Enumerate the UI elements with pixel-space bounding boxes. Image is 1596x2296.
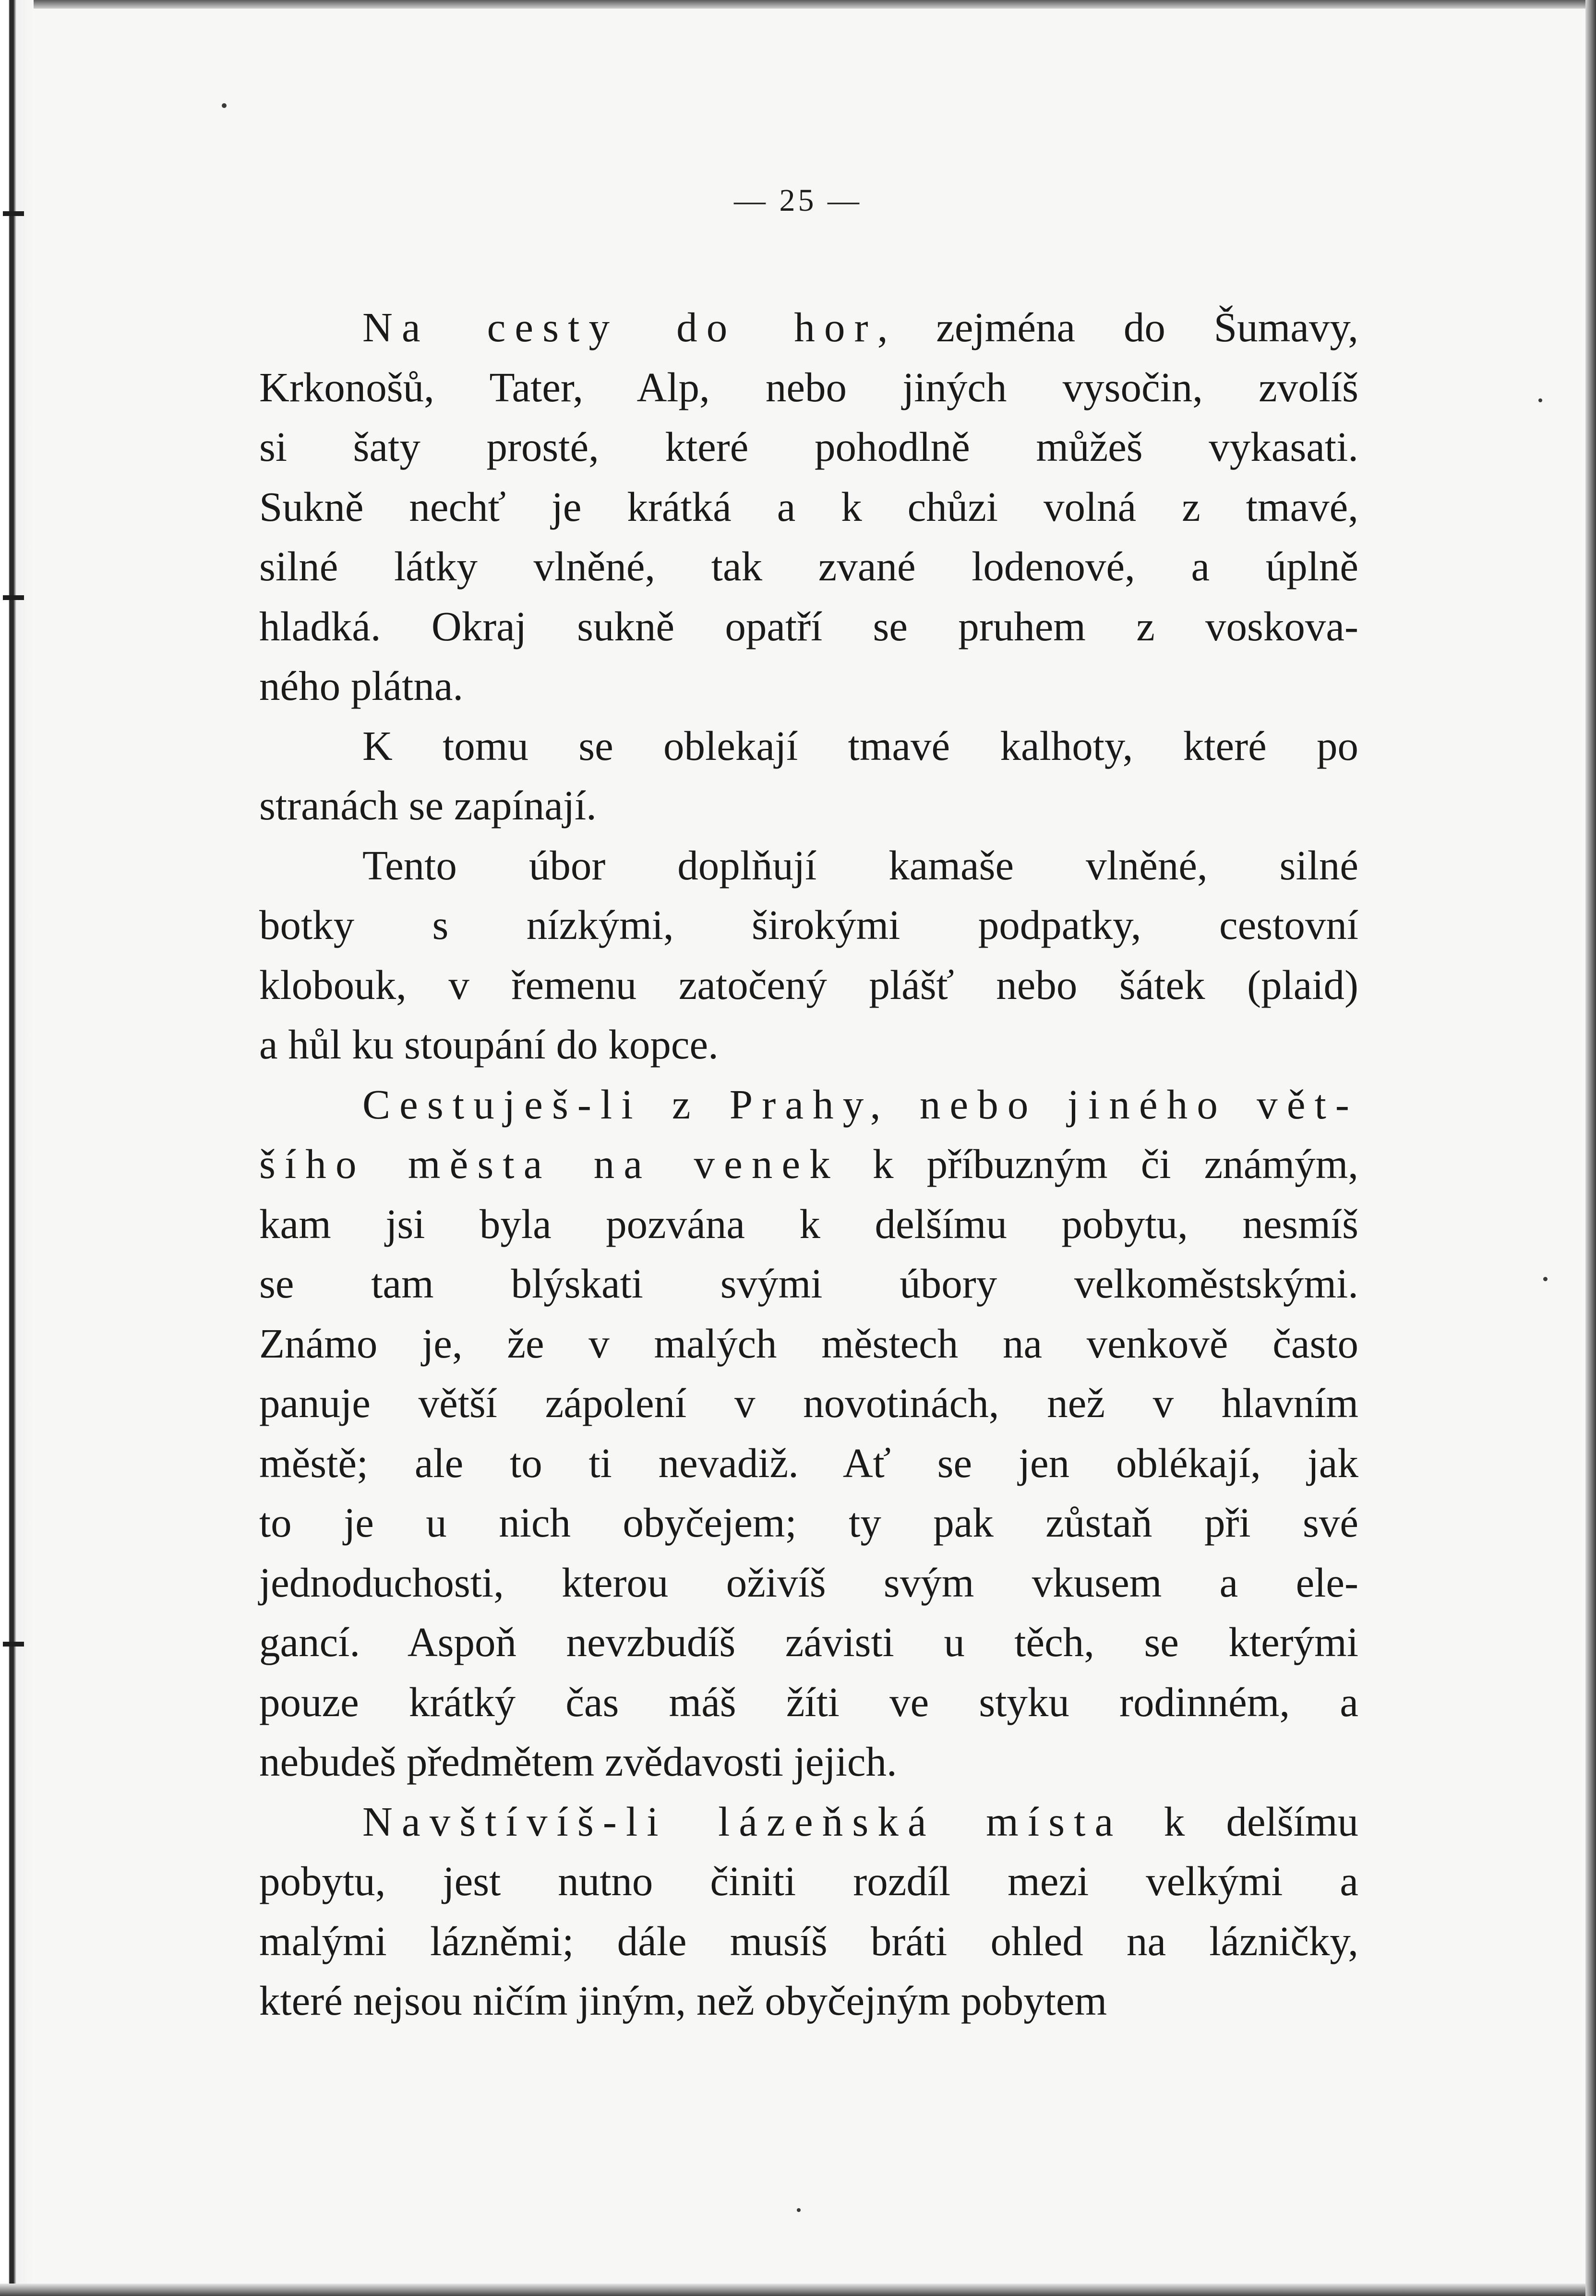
text-line: [259, 836, 1358, 896]
text-run: se tam blýskati svými úbory velkoměstskými.: [259, 1260, 1358, 1307]
scan-speck: [222, 103, 227, 108]
text-line: [259, 537, 1358, 597]
text-run: gancí. Aspoň nevzbudíš závisti u těch, se kterými: [259, 1619, 1358, 1665]
text-line: [259, 1433, 1358, 1493]
text-run: a hůl ku stoupání do kopce.: [259, 1021, 719, 1068]
text-line: [259, 1851, 1358, 1911]
binding-edge: [0, 0, 34, 2296]
text-run: panuje větší zápolení v novotinách, než v hlavním: [259, 1380, 1358, 1426]
bottom-scan-edge: [0, 2284, 1596, 2296]
text-run: jednoduchosti, kterou oživíš svým vkusem a ele-: [259, 1559, 1358, 1606]
binding-mark: [3, 595, 24, 600]
text-line: [259, 1134, 1358, 1194]
text-run: malými lázněmi; dále musíš bráti ohled na lázničky,: [259, 1917, 1358, 1964]
text-run: klobouk, v řemenu zatočený plášť nebo šátek (plaid): [259, 961, 1358, 1008]
paragraph: [259, 716, 1358, 836]
text-run: k příbuzným či známým,: [839, 1141, 1358, 1187]
spaced-text: šího města na venek: [259, 1141, 840, 1187]
text-line: [259, 597, 1358, 657]
text-line: [259, 1792, 1358, 1852]
text-line: [259, 477, 1358, 537]
text-line: [259, 1493, 1358, 1553]
text-run: které nejsou ničím jiným, než obyčejným pobytem: [259, 1977, 1107, 2024]
text-line: [259, 1194, 1358, 1254]
text-run: Známo je, že v malých městech na venkově často: [259, 1320, 1358, 1367]
text-line: [259, 1732, 1358, 1792]
text-line: [259, 417, 1358, 477]
text-line: [259, 1911, 1358, 1971]
spaced-text: Navštívíš-li lázeňská místa: [362, 1798, 1123, 1845]
text-line: [259, 716, 1358, 776]
text-run: ného plátna.: [259, 662, 464, 709]
text-line: [259, 1373, 1358, 1433]
text-run: si šaty prosté, které pohodlně můžeš vykasati.: [259, 423, 1358, 470]
text-run: pobytu, jest nutno činiti rozdíl mezi velkými a: [259, 1858, 1358, 1904]
text-line: [259, 656, 1358, 716]
text-run: K tomu se oblekají tmavé kalhoty, které po: [362, 722, 1358, 769]
paragraph: [259, 836, 1358, 1075]
scan-speck: [797, 2208, 801, 2212]
text-run: nebudeš předmětem zvědavosti jejich.: [259, 1738, 897, 1785]
body-text: [259, 298, 1358, 2031]
text-run: hladká. Okraj sukně opatří se pruhem z voskova-: [259, 602, 1358, 649]
text-run: Tento úbor doplňují kamaše vlněné, silné: [362, 841, 1358, 889]
text-run: Krkonošů, Tater, Alp, nebo jiných vysočin, zvolíš: [259, 363, 1358, 410]
text-run: botky s nízkými, širokými podpatky, cestovní: [259, 902, 1358, 948]
text-line: [259, 358, 1358, 418]
text-run: stranách se zapínají.: [259, 782, 597, 829]
binding-mark: [3, 1642, 24, 1647]
text-line: [259, 1254, 1358, 1314]
text-line: [259, 1672, 1358, 1732]
paragraph: [259, 298, 1358, 716]
text-run: Sukně nechť je krátká a k chůzi volná z tmavé,: [259, 483, 1358, 530]
text-run: Cestuješ-li z Prahy, nebo jiného vět-: [362, 1081, 1358, 1128]
scan-speck: [1543, 1277, 1548, 1281]
text-run: silné látky vlněné, tak zvané lodenové, a úplně: [259, 543, 1358, 589]
text-run: městě; ale to ti nevadiž. Ať se jen oblékají, jak: [259, 1439, 1358, 1486]
text-line: [259, 955, 1358, 1015]
text-run: , zejména do Šumavy,: [877, 304, 1358, 350]
text-line: [259, 1612, 1358, 1672]
text-line: [259, 1075, 1358, 1135]
text-line: [259, 776, 1358, 836]
text-run: k delšímu: [1122, 1798, 1358, 1845]
text-line: [259, 1314, 1358, 1374]
text-run: to je u nich obyčejem; ty pak zůstaň při své: [259, 1499, 1358, 1546]
text-line: [259, 298, 1358, 358]
text-line: [259, 895, 1358, 955]
page-number: — 25 —: [734, 183, 862, 218]
spaced-text: Na cesty do hor: [362, 304, 877, 350]
text-line: [259, 1553, 1358, 1613]
text-line: [259, 1971, 1358, 2031]
paragraph: [259, 1792, 1358, 2031]
scan-speck: [1538, 398, 1542, 402]
paragraph: [259, 1075, 1358, 1792]
text-run: pouze krátký čas máš žíti ve styku rodinném, a: [259, 1678, 1358, 1725]
text-line: [259, 1015, 1358, 1075]
text-run: kam jsi byla pozvána k delšímu pobytu, nesmíš: [259, 1200, 1358, 1247]
